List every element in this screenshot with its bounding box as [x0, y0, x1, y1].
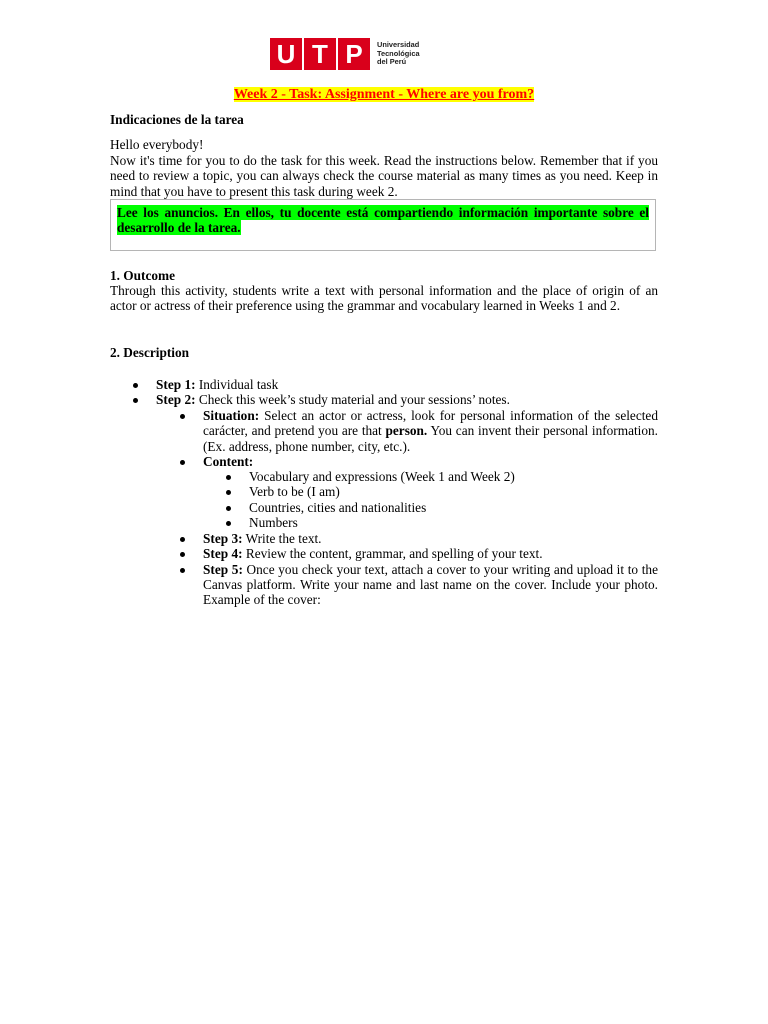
- situation-item: [203, 408, 658, 454]
- situation-text-b: You can invent their personal information. (Ex. address, phone number, city, etc.).: [203, 423, 658, 454]
- bullet-icon: [226, 490, 231, 495]
- step-5-text: Once you check your text, attach a cover to your writing and upload it to the Canvas platform. Write your name and last name on the cover. Include your photo. Example of the cover:: [203, 561, 658, 608]
- content-list-item: [249, 515, 658, 530]
- title-container: [0, 86, 768, 103]
- notice-text: [117, 205, 649, 236]
- notice-box: [110, 199, 656, 251]
- step-5-label: Step 5:: [203, 561, 243, 577]
- step-2-label: Step 2:: [156, 392, 196, 408]
- situation-label: Situation:: [203, 408, 260, 423]
- description-heading: 2. Description: [110, 345, 190, 360]
- bullet-icon: [180, 568, 185, 573]
- step-2-item: [156, 392, 658, 407]
- steps-list-top: [156, 377, 658, 408]
- step-2-sublist: [203, 408, 658, 469]
- step-4-item: [203, 546, 658, 561]
- greeting: Hello everybody!: [110, 137, 204, 152]
- bullet-icon: [180, 552, 185, 557]
- indicaciones-heading: Indicaciones de la tarea: [110, 112, 244, 127]
- bullet-icon: [180, 414, 185, 419]
- utp-logo-mark: [270, 38, 372, 70]
- logo-line-1: Universidad: [377, 40, 420, 50]
- step-3-item: [203, 531, 658, 546]
- content-label: Content:: [203, 453, 254, 469]
- outcome-heading: 1. Outcome: [110, 268, 175, 283]
- step-3-text: Write the text.: [242, 531, 322, 546]
- document-title: Week 2 - Task: Assignment - Where are you from?: [233, 87, 535, 102]
- logo-letter-t: T: [304, 38, 336, 70]
- logo-line-2: Tecnológica: [377, 48, 420, 58]
- outcome-text: Through this activity, students write a text with personal information and the place of origin of an actor or actress of their preference using the grammar and vocabulary learned in Weeks 1 and 2.: [110, 283, 658, 314]
- content-item-text: Verb to be (I am): [249, 484, 340, 500]
- content-list-item: [249, 484, 658, 499]
- logo-line-3: del Perú: [377, 57, 407, 67]
- step-1-item: [156, 377, 658, 392]
- bullet-icon: [226, 475, 231, 480]
- situation-text-a: Select an actor or actress, look for personal information of the selected carácter, and pretend you are that: [203, 408, 658, 439]
- content-item: [203, 454, 658, 469]
- step-5-item: [203, 562, 658, 608]
- bullet-icon: [133, 398, 138, 403]
- steps-list-bottom: [203, 531, 658, 607]
- content-item-text: Vocabulary and expressions (Week 1 and Week 2): [249, 469, 515, 484]
- step-3-label: Step 3:: [203, 531, 243, 546]
- step-1-text: Individual task: [195, 377, 279, 392]
- notice-highlight: Lee los anuncios. En ellos, tu docente está compartiendo información importante sobre el desarrollo de la tarea.: [117, 205, 649, 236]
- step-4-text: Review the content, grammar, and spelling of your text.: [242, 546, 543, 562]
- logo-letter-u: U: [270, 38, 302, 70]
- step-2-text: Check this week’s study material and your sessions’ notes.: [195, 392, 510, 408]
- content-item-text: Countries, cities and nationalities: [249, 499, 427, 515]
- bullet-icon: [226, 521, 231, 526]
- content-list-item: [249, 469, 658, 484]
- step-4-label: Step 4:: [203, 546, 243, 562]
- logo-letter-p: P: [338, 38, 370, 70]
- logo-wordmark: [377, 41, 420, 67]
- intro-paragraph: Now it's time for you to do the task for this week. Read the instructions below. Remember that if you need to review a topic, you can always check the course material as many times as you need. Keep in mind that you have to present this task during week 2.: [110, 153, 658, 199]
- content-sublist: [249, 469, 658, 530]
- bullet-icon: [180, 537, 185, 542]
- content-list-item: [249, 500, 658, 515]
- bullet-icon: [180, 460, 185, 465]
- bullet-icon: [133, 383, 138, 388]
- content-item-text: Numbers: [249, 514, 298, 530]
- utp-logo: [270, 38, 436, 70]
- bullet-icon: [226, 506, 231, 511]
- situation-bold: person.: [385, 423, 428, 439]
- step-1-label: Step 1:: [156, 377, 196, 392]
